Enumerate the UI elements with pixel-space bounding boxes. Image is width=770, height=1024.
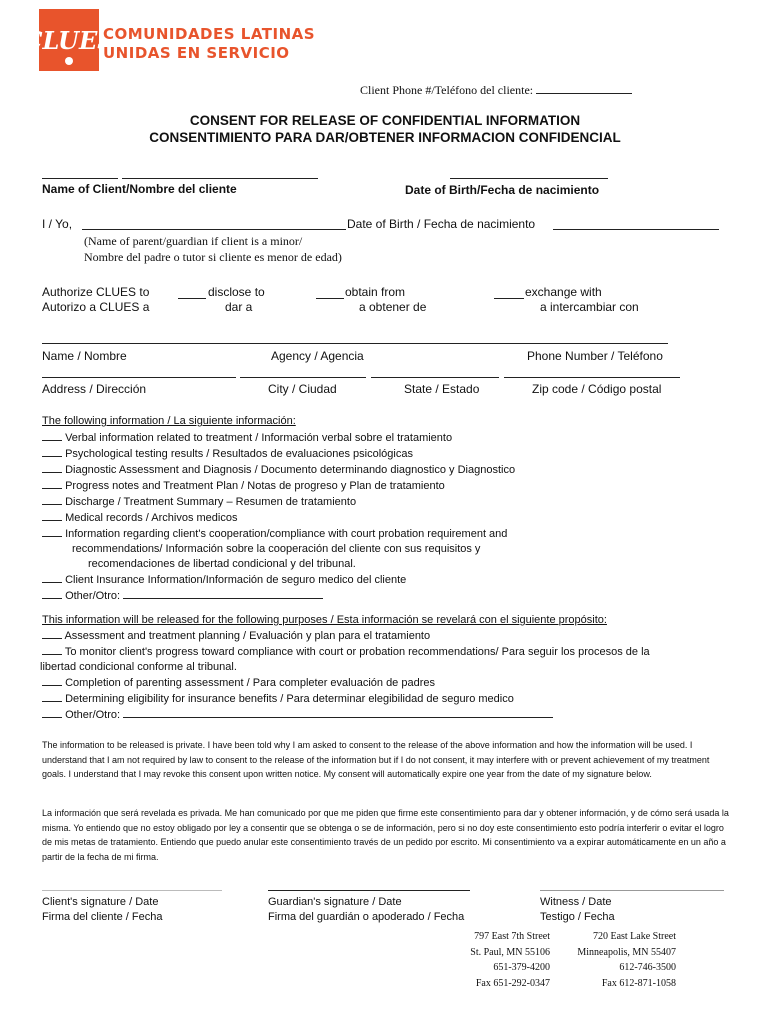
paragraph-es: La información que será revelada es privada. Me han comunicado por que me piden que firme este consentimiento para dar y obtener información, y de cómo será usada la misma. Yo entiendo que no estoy obligado por ley a consentir que se obtenga o se de información, pero si no doy este consentimiento esto podría interferir o evitar el logro de mis metas de tratamiento. Entiendo que puedo anular este consentimiento través de un pedido por escrito. Mi consentimiento va a expirar automáticamente en un año a partir de la fecha de mi firma. bbox=[42, 808, 729, 862]
purpose-item-label: Assessment and treatment planning / Evaluación y plan para el tratamiento bbox=[64, 630, 431, 642]
paragraph-en: The information to be released is private. I have been told why I am asked to consent to the release of the above information and how the information will be used. I understand that I am not required by law to consent to the release of the information but if I do not consent, it may interfere with or prevent achievement of my treatment goals. I understand that I may revoke this consent upon written notice. My consent will automatically expire one year from the date of my signature below. bbox=[42, 740, 710, 779]
purpose-heading: This information will be released for the following purposes / Esta información se revelará con el siguiente propósito: bbox=[42, 614, 607, 626]
stpaul-city: St. Paul, MN 55106 bbox=[470, 946, 550, 958]
info-item-label: Diagnostic Assessment and Diagnosis / Documento determinando diagnostico y Diagnostico bbox=[65, 464, 516, 476]
purpose-item[interactable] bbox=[42, 644, 732, 660]
info-checkbox[interactable] bbox=[42, 446, 62, 457]
info-checkbox[interactable] bbox=[42, 572, 62, 583]
obtain-label-es: a obtener de bbox=[359, 300, 427, 314]
info-other-label: Other/Otro: bbox=[65, 590, 121, 602]
dob-inline-label: Date of Birth / Fecha de nacimiento bbox=[347, 217, 536, 231]
info-item-label: Verbal information related to treatment / Información verbal sobre el tratamiento bbox=[65, 432, 453, 444]
info-checkbox[interactable] bbox=[42, 494, 62, 505]
info-checkbox[interactable] bbox=[42, 430, 62, 441]
parent-note-line2: Nombre del padre o tutor si cliente es menor de edad) bbox=[84, 250, 342, 264]
mpls-address bbox=[556, 929, 676, 991]
obtain-label: obtain from bbox=[345, 285, 406, 299]
logo bbox=[23, 9, 115, 71]
info-item[interactable] bbox=[42, 478, 515, 494]
parent-note-line1: (Name of parent/guardian if client is a minor/ bbox=[84, 234, 303, 248]
title-line2: CONSENTIMIENTO PARA DAR/OBTENER INFORMACION CONFIDENCIAL bbox=[149, 130, 621, 145]
purpose-item[interactable] bbox=[42, 675, 732, 691]
exchange-label-es: a intercambiar con bbox=[540, 300, 639, 314]
witness-sig-label-es: Testigo / Fecha bbox=[540, 911, 615, 923]
info-checkbox[interactable] bbox=[42, 526, 62, 537]
info-checkbox[interactable] bbox=[42, 478, 62, 489]
disclose-label-es: dar a bbox=[225, 300, 253, 314]
disclose-label: disclose to bbox=[208, 285, 265, 299]
purpose-other-label: Other/Otro: bbox=[65, 709, 121, 721]
info-item-label: Psychological testing results / Resultados de evaluaciones psicológicas bbox=[65, 448, 413, 460]
client-dob-input[interactable] bbox=[450, 178, 608, 179]
info-item[interactable] bbox=[42, 446, 515, 462]
state-input[interactable] bbox=[371, 377, 499, 378]
city-input[interactable] bbox=[240, 377, 366, 378]
client-phone-input[interactable] bbox=[536, 83, 632, 94]
logo-org-line2: UNIDAS EN SERVICIO bbox=[103, 44, 290, 62]
info-other-input[interactable] bbox=[123, 588, 323, 599]
stpaul-street: 797 East 7th Street bbox=[474, 931, 550, 942]
purpose-checkbox[interactable] bbox=[42, 644, 62, 655]
i-yo-label: I / Yo, bbox=[42, 217, 73, 231]
info-item-label: Medical records / Archivos medicos bbox=[65, 512, 238, 524]
info-item[interactable] bbox=[42, 526, 515, 542]
info-item-cont: recomendaciones de libertad condicional y del tribunal. bbox=[88, 558, 356, 570]
mpls-phone: 612-746-3500 bbox=[619, 962, 676, 973]
address-input[interactable] bbox=[42, 377, 236, 378]
exchange-label: exchange with bbox=[525, 285, 602, 299]
logo-mark-text: CLUES bbox=[23, 26, 115, 55]
purpose-item[interactable] bbox=[42, 691, 732, 707]
purpose-item-label: To monitor client's progress toward compliance with court or probation recommendations/ Para seguir los procesos de la bbox=[64, 646, 650, 658]
purpose-checkbox[interactable] bbox=[42, 691, 62, 702]
purpose-item[interactable] bbox=[42, 628, 732, 644]
guardian-sig-label: Guardian's signature / Date bbox=[268, 896, 402, 908]
info-item[interactable] bbox=[42, 510, 515, 526]
authorize-line1: Authorize CLUES to bbox=[42, 285, 150, 299]
client-signature-input[interactable] bbox=[42, 890, 222, 891]
dob-inline-input[interactable] bbox=[553, 229, 719, 230]
client-sig-label-es: Firma del cliente / Fecha bbox=[42, 911, 163, 923]
client-sig-label: Client's signature / Date bbox=[42, 896, 159, 908]
mpls-fax: Fax 612-871-1058 bbox=[601, 977, 676, 989]
address-label: Address / Dirección bbox=[42, 382, 147, 396]
parent-name-input[interactable] bbox=[82, 229, 346, 230]
exchange-checkbox[interactable] bbox=[494, 298, 524, 299]
purpose-item-label: Completion of parenting assessment / Para completer evaluación de padres bbox=[65, 677, 435, 689]
client-name-label: Name of Client/Nombre del cliente bbox=[42, 182, 237, 196]
client-name-input-2[interactable] bbox=[122, 178, 318, 179]
info-item-label: Information regarding client's cooperation/compliance with court probation requirement and bbox=[65, 528, 508, 540]
contact-agency-label: Agency / Agencia bbox=[271, 349, 364, 363]
purpose-item-cont: libertad condicional conforme al tribunal. bbox=[40, 661, 237, 673]
disclose-checkbox[interactable] bbox=[178, 298, 206, 299]
client-phone-label: Client Phone #/Teléfono del cliente: bbox=[360, 83, 534, 97]
info-item[interactable] bbox=[42, 430, 515, 446]
purpose-checkbox[interactable] bbox=[42, 707, 62, 718]
obtain-checkbox[interactable] bbox=[316, 298, 344, 299]
info-heading: The following information / La siguiente información: bbox=[42, 415, 296, 427]
info-item-label: Client Insurance Information/Información de seguro medico del cliente bbox=[65, 574, 407, 586]
stpaul-phone: 651-379-4200 bbox=[493, 962, 550, 973]
purpose-checkbox[interactable] bbox=[42, 675, 62, 686]
info-item[interactable] bbox=[42, 494, 515, 510]
stpaul-address bbox=[400, 929, 550, 991]
info-checkbox[interactable] bbox=[42, 588, 62, 599]
client-name-input[interactable] bbox=[42, 178, 118, 179]
purpose-list bbox=[42, 628, 732, 723]
info-item-label: Progress notes and Treatment Plan / Notas de progreso y Plan de tratamiento bbox=[65, 480, 445, 492]
guardian-sig-label-es: Firma del guardián o apoderado / Fecha bbox=[268, 911, 465, 923]
purpose-checkbox[interactable] bbox=[42, 628, 62, 639]
info-list bbox=[42, 430, 515, 604]
info-item[interactable] bbox=[42, 572, 515, 588]
client-phone-row bbox=[360, 83, 632, 98]
mpls-street: 720 East Lake Street bbox=[592, 931, 676, 942]
info-item-cont: recommendations/ Información sobre la cooperación del cliente con sus requisitos y bbox=[72, 543, 481, 555]
contact-name-label: Name / Nombre bbox=[42, 349, 127, 363]
witness-signature-input[interactable] bbox=[540, 890, 724, 891]
info-item-other[interactable] bbox=[42, 588, 515, 604]
purpose-item-label: Determining eligibility for insurance benefits / Para determinar elegibilidad de seguro medico bbox=[65, 693, 514, 705]
city-label: City / Ciudad bbox=[268, 382, 337, 396]
stpaul-fax: Fax 651-292-0347 bbox=[475, 977, 550, 989]
zip-input[interactable] bbox=[504, 377, 680, 378]
contact-name-input[interactable] bbox=[42, 343, 668, 344]
state-label: State / Estado bbox=[404, 382, 480, 396]
title-line1: CONSENT FOR RELEASE OF CONFIDENTIAL INFORMATION bbox=[189, 113, 581, 128]
clues-logo-mark bbox=[23, 9, 115, 71]
contact-phone-label: Phone Number / Teléfono bbox=[527, 349, 663, 363]
guardian-signature-input[interactable] bbox=[268, 890, 470, 891]
mpls-city: Minneapolis, MN 55407 bbox=[577, 946, 676, 958]
client-dob-label: Date of Birth/Fecha de nacimiento bbox=[405, 183, 600, 197]
zip-label: Zip code / Código postal bbox=[532, 382, 662, 396]
info-item-label: Discharge / Treatment Summary – Resumen de tratamiento bbox=[65, 496, 357, 508]
info-item[interactable] bbox=[42, 462, 515, 478]
logo-org-line1: COMUNIDADES LATINAS bbox=[103, 25, 316, 43]
purpose-other-input[interactable] bbox=[123, 707, 553, 718]
witness-sig-label: Witness / Date bbox=[540, 896, 612, 908]
info-checkbox[interactable] bbox=[42, 510, 62, 521]
purpose-item-other[interactable] bbox=[42, 707, 732, 723]
info-checkbox[interactable] bbox=[42, 462, 62, 473]
authorize-line2: Autorizo a CLUES a bbox=[42, 300, 150, 314]
